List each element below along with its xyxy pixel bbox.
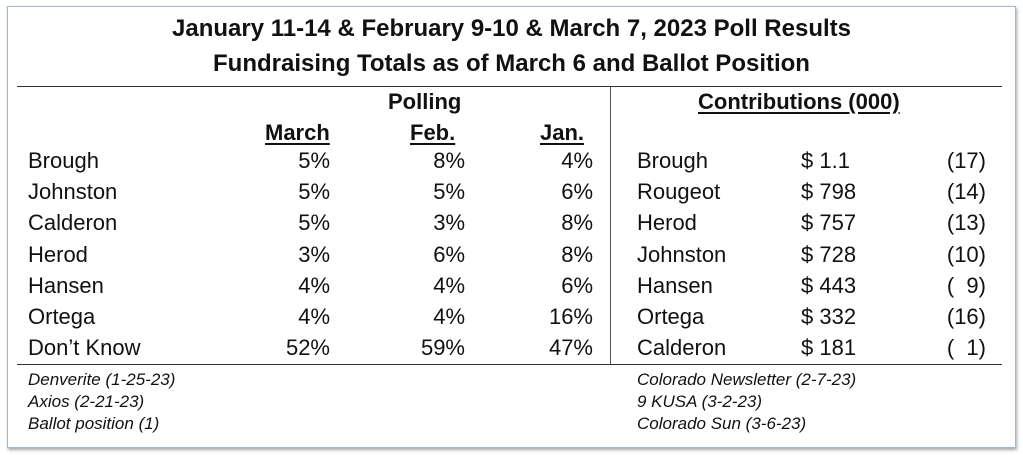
feb-value: 59% [420, 335, 465, 361]
ballot-position: ( 1) [946, 335, 986, 361]
candidate-name: Johnston [28, 179, 118, 205]
candidate-name: Hansen [28, 272, 104, 298]
ballot-position: (14) [946, 179, 986, 205]
march-value: 5% [298, 148, 330, 173]
contribution-amount: $ 757 [801, 210, 857, 236]
ballot-position: (13) [946, 210, 986, 236]
contributor-name: Rougeot [637, 179, 721, 205]
ballot-position: (17) [946, 148, 986, 173]
ballot-position: (16) [946, 304, 986, 329]
feb-value: 6% [433, 241, 465, 267]
march-value: 4% [298, 272, 330, 298]
feb-value: 4% [433, 272, 465, 298]
contributor-name: Johnston [637, 241, 727, 267]
column-header-march: March [265, 120, 330, 145]
column-divider [610, 87, 611, 364]
column-header-feb: Feb. [410, 120, 456, 145]
source-note: Colorado Newsletter (2-7-23) [637, 370, 857, 389]
feb-value: 5% [433, 179, 465, 205]
ballot-position: ( 9) [946, 272, 986, 298]
jan-value: 6% [561, 179, 593, 205]
march-value: 5% [298, 179, 330, 205]
jan-value: 47% [548, 335, 593, 361]
title-line-2: Fundraising Totals as of March 6 and Ballot Position [213, 50, 810, 77]
contribution-amount: $ 443 [801, 272, 857, 298]
source-note: Colorado Sun (3-6-23) [637, 414, 807, 433]
contribution-amount: $ 1.1 [801, 148, 850, 173]
jan-value: 8% [561, 210, 593, 236]
source-note: Ballot position (1) [28, 414, 160, 433]
title-line-1: January 11-14 & February 9-10 & March 7, 2023 Poll Results [172, 15, 851, 42]
candidate-name: Herod [28, 241, 88, 267]
march-value: 3% [298, 241, 330, 267]
jan-value: 6% [561, 272, 593, 298]
contribution-amount: $ 728 [801, 241, 857, 267]
contribution-amount: $ 181 [801, 335, 857, 361]
source-note: 9 KUSA (3-2-23) [637, 392, 763, 411]
contributor-name: Calderon [637, 335, 727, 361]
march-value: 4% [298, 304, 330, 329]
contributor-name: Ortega [637, 304, 705, 329]
contributor-name: Hansen [637, 272, 713, 298]
candidate-name: Don’t Know [28, 335, 141, 361]
jan-value: 4% [561, 148, 593, 173]
feb-value: 8% [433, 148, 465, 173]
polling-header: Polling [388, 89, 462, 114]
march-value: 5% [298, 210, 330, 236]
feb-value: 3% [433, 210, 465, 236]
contributor-name: Herod [637, 210, 697, 236]
contributions-header: Contributions (000) [698, 89, 900, 114]
contribution-amount: $ 332 [801, 304, 857, 329]
jan-value: 8% [561, 241, 593, 267]
source-note: Axios (2-21-23) [28, 392, 145, 411]
ballot-position: (10) [946, 241, 986, 267]
jan-value: 16% [548, 304, 593, 329]
footer-rule [17, 364, 1002, 365]
candidate-name: Ortega [28, 304, 96, 329]
contributor-name: Brough [637, 148, 708, 173]
header-rule [17, 86, 1002, 87]
column-header-jan: Jan. [540, 120, 585, 145]
feb-value: 4% [433, 304, 465, 329]
candidate-name: Brough [28, 148, 99, 173]
candidate-name: Calderon [28, 210, 118, 236]
contribution-amount: $ 798 [801, 179, 857, 205]
march-value: 52% [285, 335, 330, 361]
source-note: Denverite (1-25-23) [28, 370, 176, 389]
